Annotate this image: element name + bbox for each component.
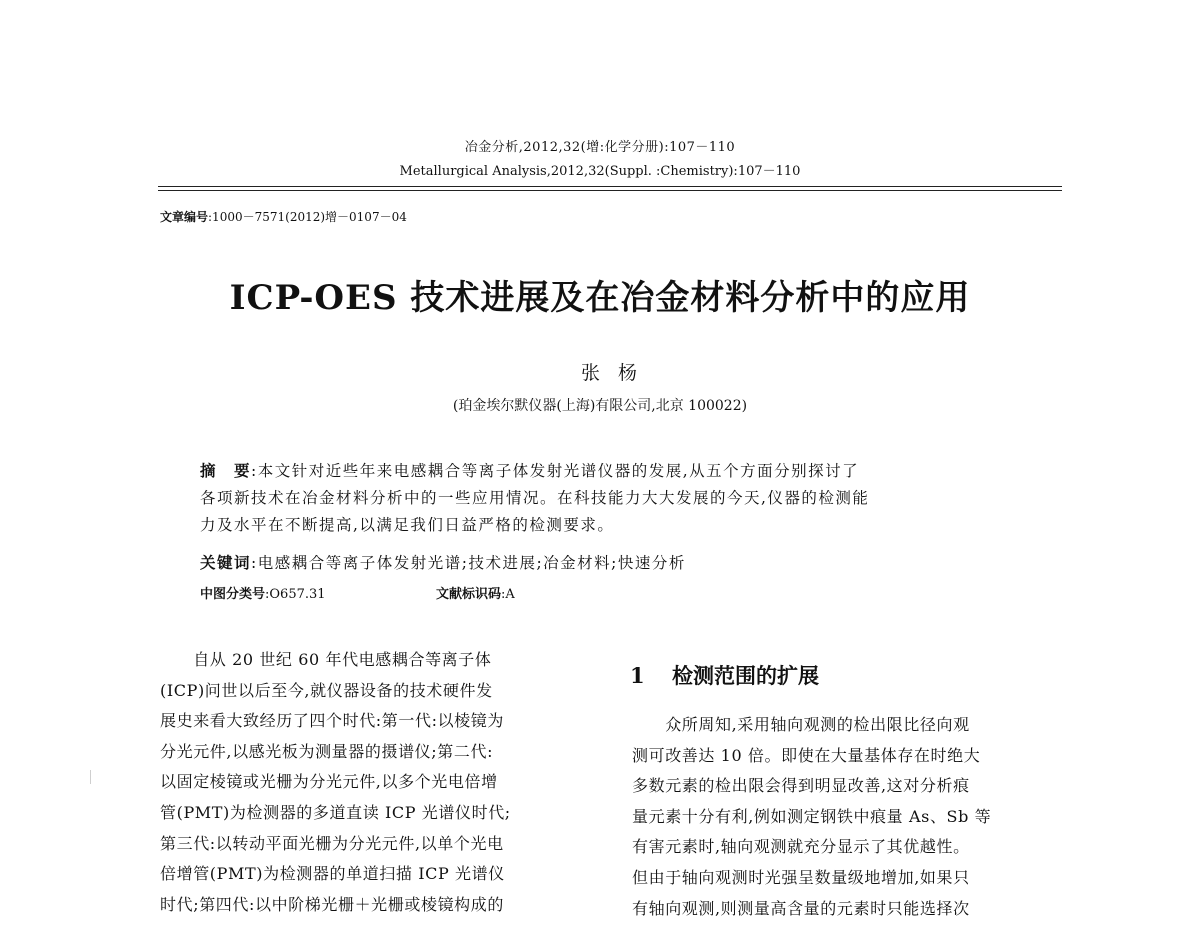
section-number: 1 — [630, 663, 645, 688]
article-number-value: :1000－7571(2012)增－0107－04 — [208, 210, 407, 224]
keywords-label: 关键词 — [200, 553, 252, 572]
header-rule-thin — [158, 190, 1062, 191]
doc-code-value: :A — [501, 587, 515, 602]
body-line: 多数元素的检出限会得到明显改善,这对分析痕 — [632, 776, 970, 796]
body-line: 管(PMT)为检测器的多道直读 ICP 光谱仪时代; — [160, 802, 511, 822]
body-line: 测可改善达 10 倍。即使在大量基体存在时绝大 — [632, 745, 981, 765]
journal-citation-en: Metallurgical Analysis,2012,32(Suppl. :Chemistry):107－110 — [399, 164, 801, 179]
body-line: 但由于轴向观测时光强呈数量级地增加,如果只 — [632, 867, 970, 887]
article-number-label: 文章编号 — [160, 210, 209, 224]
header-rule-thick — [158, 186, 1062, 187]
author-affiliation: (珀金埃尔默仪器(上海)有限公司,北京 100022) — [452, 398, 748, 414]
scan-artifact — [90, 770, 91, 784]
body-line: 时代;第四代:以中阶梯光栅＋光栅或棱镜构成的 — [160, 894, 504, 914]
section-heading — [630, 660, 819, 690]
clc-label: 中图分类号 — [200, 587, 266, 602]
body-line: 众所周知,采用轴向观测的检出限比径向观 — [632, 715, 970, 734]
body-line: 量元素十分有利,例如测定钢铁中痕量 As、Sb 等 — [632, 806, 992, 826]
journal-citation-cn: 冶金分析,2012,32(增:化学分册):107－110 — [464, 140, 736, 155]
body-line: 第三代:以转动平面光栅为分光元件,以单个光电 — [160, 833, 504, 853]
doc-code-label: 文献标识码 — [436, 587, 502, 602]
paper-title: ICP-OES 技术进展及在冶金材料分析中的应用 — [229, 278, 971, 318]
right-column-body — [632, 710, 1062, 924]
body-line: 展史来看大致经历了四个时代:第一代:以棱镜为 — [160, 711, 504, 731]
body-line: 分光元件,以感光板为测量器的摄谱仪;第二代: — [160, 741, 494, 761]
abstract-line: 各项新技术在冶金材料分析中的一些应用情况。在科技能力大大发展的今天,仪器的检测能 — [200, 489, 870, 507]
keywords — [200, 551, 686, 573]
clc-value: :O657.31 — [265, 587, 326, 602]
body-line: 有害元素时,轴向观测就充分显示了其优越性。 — [632, 837, 970, 857]
abstract-line: 摘 要:本文针对近些年来电感耦合等离子体发射光谱仪器的发展,从五个方面分别探讨了 — [200, 461, 860, 480]
body-line: 自从 20 世纪 60 年代电感耦合等离子体 — [160, 650, 492, 669]
body-line: (ICP)问世以后至今,就仪器设备的技术硬件发 — [160, 680, 493, 700]
article-number — [160, 208, 407, 225]
document-code — [436, 583, 515, 602]
body-line: 有轴向观测,则测量高含量的元素时只能选择次 — [632, 898, 970, 918]
body-line: 以固定棱镜或光栅为分光元件,以多个光电倍增 — [160, 772, 498, 792]
abstract-line: 力及水平在不断提高,以满足我们日益严格的检测要求。 — [200, 516, 615, 534]
abstract-label: 摘 要 — [200, 461, 252, 480]
author-name: 张杨 — [580, 362, 655, 384]
left-column-body — [160, 645, 590, 920]
keywords-value: :电感耦合等离子体发射光谱;技术进展;冶金材料;快速分析 — [251, 554, 686, 572]
abstract — [200, 457, 1030, 539]
classification-row — [200, 583, 515, 602]
body-line: 倍增管(PMT)为检测器的单道扫描 ICP 光谱仪 — [160, 864, 505, 884]
section-title: 检测范围的扩展 — [672, 663, 819, 688]
